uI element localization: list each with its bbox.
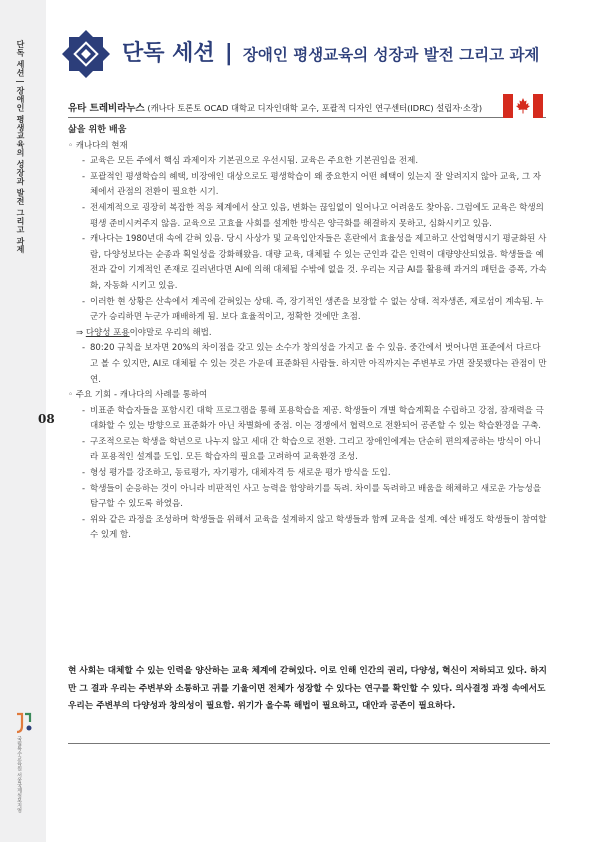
- author-name: 유타 트레비라누스: [68, 103, 145, 114]
- page-number: 08: [38, 412, 55, 426]
- title-subtitle: 장애인 평생교육의 성장과 발전 그리고 과제: [242, 46, 540, 64]
- publisher-logo-icon: [14, 712, 34, 734]
- arrow-prefix: ⇒: [76, 327, 86, 338]
- list-item: - 이러한 현 상황은 산속에서 계곡에 갇혀있는 상태. 즉, 장기적인 생존을 보장할 수 없는 상태. 적자생존, 제로섬이 계속됨. 누군가 승리하면 누군가 패배하게 됨. 보다 효율적이고, 정확한 것에만 초점.: [82, 295, 548, 326]
- list-item: - 교육은 모든 주에서 핵심 과제이자 기본권으로 우선시됨. 교육은 주요한 기본권임을 전제.: [82, 154, 548, 170]
- subsection-heading-canada: ◦ 캐나다의 현재: [68, 140, 128, 151]
- list-item: - 위와 같은 과정을 조성하며 학생들을 위해서 교육을 설계하지 않고 학생들과 함께 교육을 설계. 예산 배정도 학생들이 참여할 수 있게 함.: [82, 513, 548, 544]
- list-item: - 캐나다는 1980년대 속에 갇혀 있음. 당시 사상가 및 교육입안자들은 혼란에서 효율성을 제고하고 산업혁명시기 평균화된 사람, 다양성보다는 순종과 획일성을 강화해왔음. 대량 교육, 대체될 수 있는 군인과 같은 인력이 대량양산되었음. 학생들을 예전과 같이 기계적인 존재로 길러낸다면 AI에 의해 대체될 수밖에 없을 것. 우리는 지금 AI를 활용해 과거의 패턴을 증폭, 가속화, 자동화 시키고 있음.: [82, 232, 548, 294]
- conclusion-paragraph: 현 사회는 대체할 수 있는 인력을 양산하는 교육 체계에 갇혀있다. 이로 인해 인간의 권리, 다양성, 혁신이 저하되고 있다. 하지만 그 결과 우리는 주변부와 소통하고 귀를 기울이면 전체가 성장할 수 있다는 연구를 확인할 수 있다. 의사결정 과정 속에서도 우리는 주변부의 다양성과 창의성이 필요함. 위기가 올수록 해법이 필요하고, 대안과 공존이 필요하다.: [68, 666, 547, 711]
- title-main: 단독 세션: [122, 41, 215, 66]
- title-separator: |: [224, 41, 233, 66]
- solution-line: [76, 326, 548, 342]
- section-title: 삶을 위한 배움: [68, 125, 127, 135]
- list-item: - 포괄적인 평생학습의 혜택, 비장애인 대상으로도 평생학습이 왜 중요한지 어떤 혜택이 있는지 잘 알려지지 않아 교육, 그 자체에서 관점의 전환이 필요한 시기.: [82, 170, 548, 201]
- list-item: - 전세계적으로 굉장히 복잡한 적응 체계에서 살고 있음, 변화는 끊임없이 일어나고 어려움도 찾아옴. 그럼에도 교육은 학생의 평생 준비시켜주지 않음. 교육으로 고효율 사회를 설계한 방식은 양극화를 해결하지 못하고, 심화시키고 있음.: [82, 201, 548, 232]
- list-item: - 비표준 학습자들을 포함시킨 대학 프로그램을 통해 포용학습을 제공. 학생들이 개별 학습계획을 수립하고 강점, 잠재력을 극대화할 수 있는 방향으로 표준화가 아닌 차별화에 중점. 이는 경쟁에서 협력으로 전환되어 공존할 수 있는 학습환경을 구축.: [82, 404, 548, 435]
- canada-flag-icon: [503, 94, 543, 118]
- solution-suffix: 이야말로 우리의 해법.: [129, 327, 212, 338]
- page-title: [122, 36, 539, 67]
- publisher-logo-text: 국립특수교육원 서울국제심포지엄: [16, 736, 22, 813]
- list-item: - 구조적으로는 학생을 학년으로 나누지 않고 세대 간 학습으로 전환. 그리고 장애인에게는 단순히 편의제공하는 방식이 아니라 포용적인 설계를 도입. 모든 학습자의 필요를 고려하여 교육환경 조성.: [82, 435, 548, 466]
- list-item: - 80:20 규칙을 보자면 20%의 차이점을 갖고 있는 소수가 창의성을 가지고 올 수 있음. 중간에서 벗어나면 표준에서 다르다고 볼 수 있지만, AI로 대체될 수 있는 것은 가운데 표준화된 사람들. 하지만 아직까지는 주변부로 가면 잘못됐다는 관점이 만연.: [82, 341, 548, 388]
- author-divider: [68, 117, 546, 118]
- list-item: - 형성 평가를 강조하고, 동료평가, 자기평가, 대체자격 등 새로운 평가 방식을 도입.: [82, 466, 548, 482]
- main-content: [68, 123, 548, 544]
- solution-keyword: 다양성 포용: [85, 327, 130, 338]
- list-item: - 학생들이 순응하는 것이 아니라 비판적인 사고 능력을 함양하기를 독려. 차이를 독려하고 배움을 해체하고 새로운 가능성을 탐구할 수 있도록 하였음.: [82, 482, 548, 513]
- subsection-heading-opportunity: ◦ 주요 기회 - 캐나다의 사례를 통하여: [68, 390, 208, 401]
- running-title-vertical: 단독 세션 | 장애인 평생교육의 성장과 발전 그리고 과제: [16, 40, 25, 254]
- author-affiliation: (캐나다 토론토 OCAD 대학교 디자인대학 교수, 포괄적 디자인 연구센터(IDRC) 설립자·소장): [147, 103, 483, 113]
- session-badge-icon: [60, 28, 112, 80]
- bottom-divider: [68, 743, 550, 744]
- author-line: [68, 100, 500, 114]
